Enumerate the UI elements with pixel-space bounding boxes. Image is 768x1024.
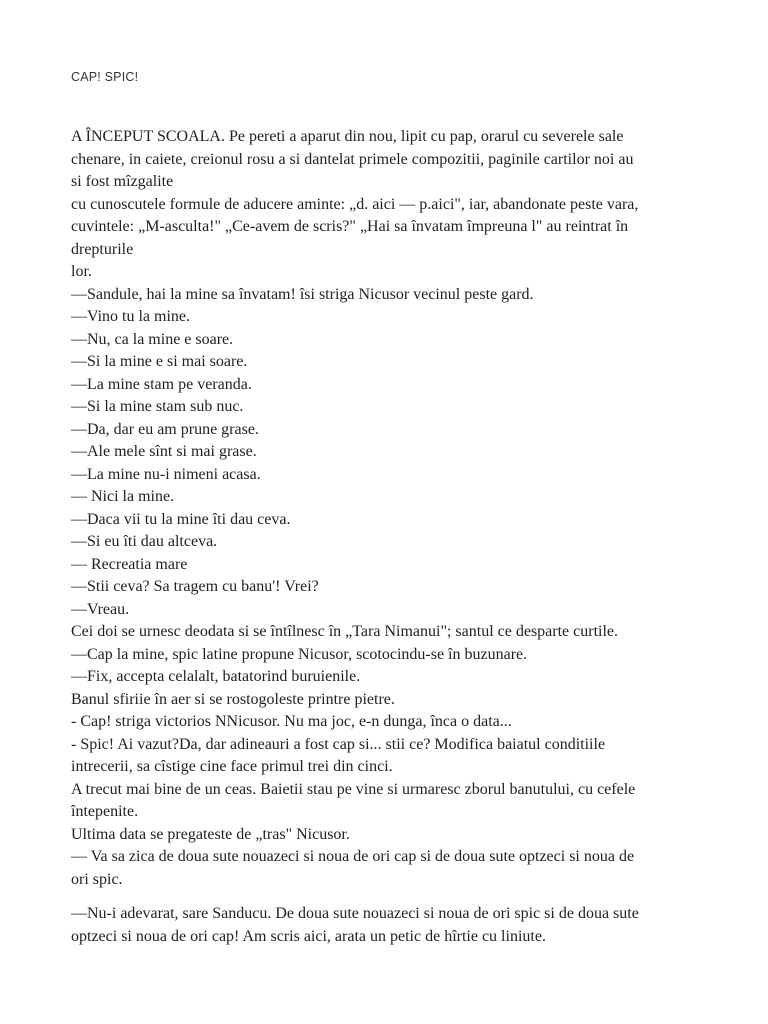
- text-line: ori spic.: [71, 870, 123, 888]
- text-line: Cei doi se urnesc deodata si se întîlnesc în „Tara Nimanui"; santul ce desparte curtile.: [71, 623, 619, 640]
- text-line: întepenite.: [71, 803, 139, 820]
- text-line: lor.: [71, 263, 92, 280]
- dialogue-line: —Si la mine stam sub nuc.: [71, 398, 244, 415]
- dialogue-line: —Daca vii tu la mine îti dau ceva.: [71, 510, 291, 528]
- dialogue-line: —La mine stam pe veranda.: [71, 375, 252, 393]
- dialogue-line: —Nu-i adevarat, sare Sanducu. De doua sute nouazeci si noua de ori spic si de doua sute: [71, 905, 639, 922]
- text-line: A ÎNCEPUT SCOALA. Pe pereti a aparut din nou, lipit cu pap, orarul cu severele sale: [71, 128, 624, 145]
- dialogue-line: —Vreau.: [71, 600, 130, 618]
- text-line: cu cunoscutele formule de aducere aminte: „d. aici — p.aici", iar, abandonate peste vara,: [71, 195, 639, 213]
- text-line: drepturile: [71, 240, 134, 258]
- dialogue-line: —Nu, ca la mine e soare.: [71, 330, 234, 348]
- dialogue-line: —Cap la mine, spic latine propune Nicusor, scotocindu-se în buzunare.: [71, 645, 528, 663]
- dialogue-line: —Stii ceva? Sa tragem cu banu'! Vrei?: [71, 578, 319, 595]
- dialogue-line: —Fix, accepta celalalt, batatorind buruienile.: [71, 668, 361, 685]
- dialogue-line: —Vino tu la mine.: [71, 308, 191, 325]
- dialogue-line: —La mine nu-i nimeni acasa.: [71, 465, 261, 483]
- text-line: Banul sfiriie în aer si se rostogoleste printre pietre.: [71, 690, 395, 708]
- text-line: A trecut mai bine de un ceas. Baietii stau pe vine si urmaresc zborul banutului, cu cefele: [71, 780, 636, 798]
- dialogue-line: —Sandule, hai la mine sa învatam! îsi striga Nicusor vecinul peste gard.: [71, 285, 534, 303]
- text-line: chenare, in caiete, creionul rosu a si dantelat primele compozitii, paginile cartilor noi au: [71, 150, 634, 168]
- text-line: Ultima data se pregateste de „tras" Nicusor.: [71, 825, 350, 843]
- dialogue-line: — Va sa zica de doua sute nouazeci si noua de ori cap si de doua sute optzeci si noua de: [71, 848, 635, 865]
- text-line: intrecerii, sa cîstige cine face primul trei din cinci.: [71, 758, 393, 775]
- dialogue-line: —Ale mele sînt si mai grase.: [71, 443, 257, 460]
- dialogue-line: - Spic! Ai vazut?Da, dar adineauri a fost cap si... stii ce? Modifica baiatul conditiile: [71, 735, 606, 753]
- dialogue-line: —Si eu îti dau altceva.: [71, 533, 218, 550]
- document-body: [71, 126, 731, 948]
- text-line: cuvintele: „M-asculta!" „Ce-avem de scris?" „Hai sa învatam împreuna l" au reintrat în: [71, 218, 629, 235]
- dialogue-line: — Nici la mine.: [71, 488, 175, 505]
- text-line: si fost mîzgalite: [71, 173, 174, 190]
- dialogue-line: — Recreatia mare: [71, 555, 188, 573]
- dialogue-line: - Cap! striga victorios NNicusor. Nu ma joc, e-n dunga, înca o data...: [71, 713, 512, 730]
- document-heading: CAP! SPIC!: [71, 70, 139, 84]
- dialogue-line: —Da, dar eu am prune grase.: [71, 420, 259, 438]
- text-line: optzeci si noua de ori cap! Am scris aici, arata un petic de hîrtie cu liniute.: [71, 927, 546, 945]
- dialogue-line: —Si la mine e si mai soare.: [71, 353, 248, 370]
- paragraph-gap: [71, 891, 731, 903]
